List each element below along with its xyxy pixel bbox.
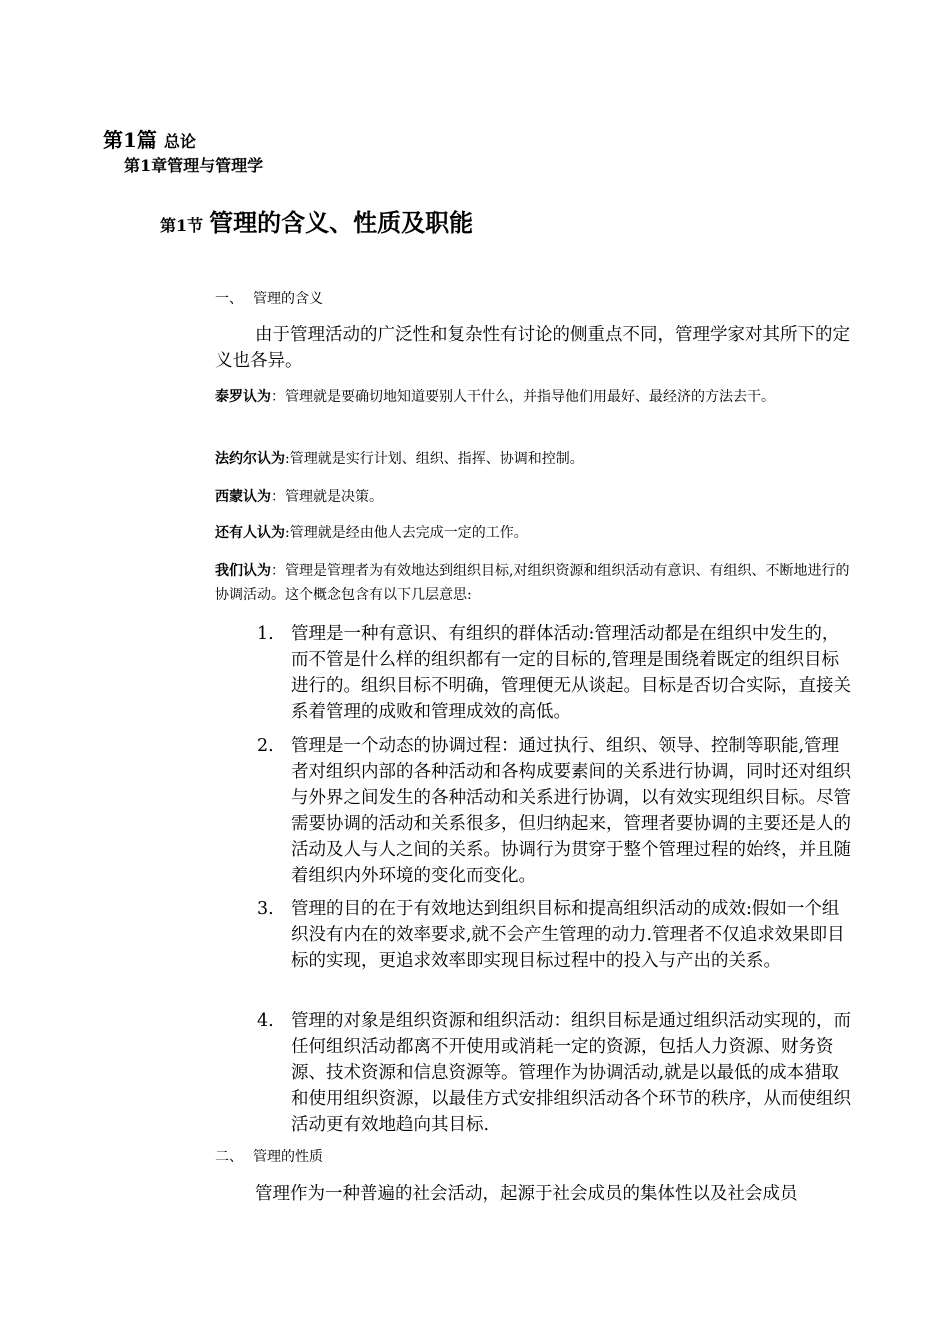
list-item-number: 3.	[257, 899, 274, 919]
heading-2	[215, 1146, 323, 1166]
list-item-number: 4.	[257, 1011, 274, 1031]
list-item-text: 管理是一种有意识、有组织的群体活动:管理活动都是在组织中发生的，而不管是什么样的组织都有一定的目标的,管理是围绕着既定的组织目标进行的。组织目标不明确，管理便无从谈起。目标是否切合实际，直接关系着管理的成败和管理成效的高低。	[291, 624, 851, 722]
view-speaker: 还有人认为	[215, 525, 285, 541]
section-name: 管理的含义、性质及职能	[209, 208, 474, 237]
heading-1-marker: 一、	[215, 291, 243, 307]
list-item-number: 2.	[257, 736, 274, 756]
view-text: 管理就是经由他人去完成一定的工作。	[289, 525, 528, 541]
list-item-text: 管理的对象是组织资源和组织活动：组织目标是通过组织活动实现的，而任何组织活动都离不开使用或消耗一定的资源，包括人力资源、财务资源、技术资源和信息资源等。管理作为协调活动,就是以最低的成本猎取和使用组织资源，以最佳方式安排组织活动各个环节的秩序，从而使组织活动更有效地趋向其目标.	[291, 1011, 851, 1135]
view-speaker: 泰罗认为	[215, 389, 271, 405]
view-text: 管理就是实行计划、组织、指挥、协调和控制。	[289, 451, 584, 467]
view-sep: :	[285, 525, 290, 541]
view-paragraph	[215, 385, 850, 409]
part-label: 第1篇	[103, 128, 157, 152]
view-speaker: 西蒙认为	[215, 489, 271, 505]
view-text: 管理是管理者为有效地达到组织目标,对组织资源和组织活动有意识、有组织、不断地进行的协调活动。这个概念包含有以下几层意思:	[215, 563, 850, 603]
list-item-text: 管理是一个动态的协调过程：通过执行、组织、领导、控制等职能,管理者对组织内部的各种活动和各构成要素间的关系进行协调，同时还对组织与外界之间发生的各种活动和关系进行协调，以有效实现组织目标。尽管需要协调的活动和关系很多，但归纳起来，管理者要协调的主要还是人的活动及人与人之间的关系。协调行为贯穿于整个管理过程的始终，并且随着组织内外环境的变化而变化。	[291, 736, 851, 886]
list-item-text: 管理的目的在于有效地达到组织目标和提高组织活动的成效:假如一个组织没有内在的效率要求,就不会产生管理的动力.管理者不仅追求效果即目标的实现，更追求效率即实现目标过程中的投入与产出的关系。	[291, 899, 845, 971]
list-item-number: 1.	[257, 624, 274, 644]
heading-2-text: 管理的性质	[253, 1149, 323, 1165]
part-title	[103, 124, 196, 153]
heading-2-marker: 二、	[215, 1149, 243, 1165]
view-speaker: 法约尔认为	[215, 451, 285, 467]
view-sep: ：	[271, 389, 285, 405]
view-sep: ：	[271, 563, 285, 579]
view-paragraph	[215, 521, 850, 545]
view-text: 管理就是要确切地知道要别人干什么，并指导他们用最好、最经济的方法去干。	[285, 389, 775, 405]
view-paragraph	[215, 559, 850, 607]
view-sep: :	[285, 451, 290, 467]
view-paragraph	[215, 447, 850, 471]
view-paragraph	[215, 485, 850, 509]
intro-paragraph: 由于管理活动的广泛性和复杂性有讨论的侧重点不同，管理学家对其所下的定义也各异。	[215, 325, 850, 371]
tail-paragraph: 管理作为一种普遍的社会活动，起源于社会成员的集体性以及社会成员	[255, 1184, 798, 1204]
view-text: 管理就是决策。	[285, 489, 383, 505]
view-speaker: 我们认为	[215, 563, 271, 579]
heading-1-text: 管理的含义	[253, 291, 323, 307]
heading-1	[215, 288, 323, 308]
part-name: 总论	[163, 132, 196, 151]
view-sep: ：	[271, 489, 285, 505]
chapter-title: 第1章管理与管理学	[124, 156, 264, 175]
section-title	[160, 203, 473, 238]
section-label: 第1节	[160, 216, 204, 235]
